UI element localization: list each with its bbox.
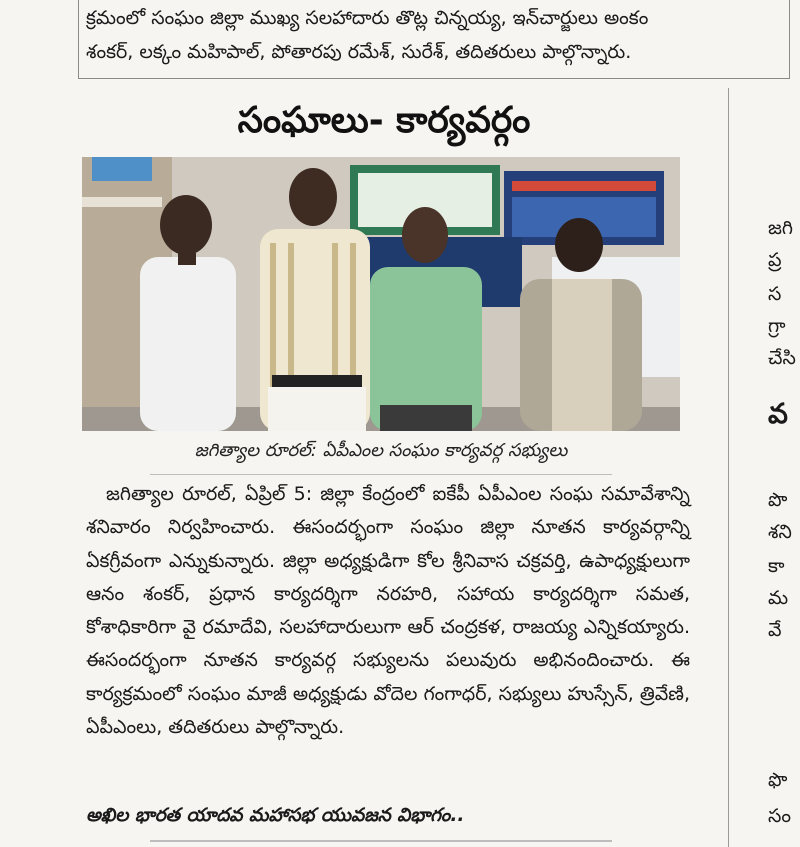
previous-article-line-1: క్రమంలో సంఘం జిల్లా ముఖ్య సలహాదారు తొట్ల చిన్నయ్య, ఇన్‌చార్జులు అంకం (86, 7, 649, 29)
fragment-line: వే (768, 619, 782, 641)
adjacent-column-fragment (768, 0, 800, 847)
fragment-line: పొ (768, 489, 788, 511)
fragment-line: మ (768, 587, 789, 609)
fragment-line: ఫొ (768, 769, 788, 791)
caption-divider (150, 474, 612, 475)
bottom-divider (150, 840, 612, 842)
group-photo-illustration (82, 157, 680, 431)
fragment-heading: వ (768, 397, 788, 430)
next-article-subhead: అఖిల భారత యాదవ మహాసభ యువజన విభాగం.. (86, 805, 465, 826)
column-divider (728, 88, 729, 847)
fragment-line: చేసి (768, 347, 796, 369)
fragment-line: కా (768, 555, 785, 577)
article-body: జగిత్యాల రూరల్, ఏప్రిల్ 5: జిల్లా కేంద్రంలో ఐకేపీ ఏపీఎంల సంఘ సమావేశాన్ని శనివారం నిర్వహించారు. ఈసందర్భంగా సంఘం జిల్లా నూతన కార్యవర్గాన్ని ఏకగ్రీవంగా ఎన్నుకున్నారు. జిల్లా అధ్యక్షుడిగా కోల శ్రీనివాస చక్రవర్తి, ఉపాధ్యక్షులుగా ఆనం శంకర్, ప్రధాన కార్యదర్శిగా నరహరి, సహాయ కార్యదర్శిగా సమత, కోశాధికారిగా వై రమాదేవి, సలహాదారులుగా ఆర్ చంద్రకళ, రాజయ్య ఎన్నికయ్యారు. ఈసందర్భంగా నూతన కార్యవర్గ సభ్యులను పలువురు అభినందించారు. ఈ కార్యక్రమంలో సంఘం మాజీ అధ్యక్షుడు వోదెల గంగాధర్, సభ్యులు హుస్సేన్, త్రివేణి, ఏపీఎంలు, తదితరులు పాల్గొన్నారు. (86, 483, 690, 739)
previous-article-tail (78, 0, 790, 79)
fragment-line: సం (768, 805, 791, 827)
fragment-line: జగి (768, 217, 793, 239)
fragment-line: ప్ర (768, 249, 782, 271)
group-photo (82, 157, 680, 431)
fragment-line: శని (768, 521, 792, 543)
fragment-line: స (768, 283, 782, 305)
fragment-line: గ్రా (768, 315, 786, 337)
previous-article-line-2: శంకర్, లక్కం మహిపాల్, పోతారపు రమేశ్, సురేశ్, తదితరులు పాల్గొన్నారు. (86, 41, 632, 63)
photo-caption: జగిత్యాల రూరల్: ఏపీఎంల సంఘం కార్యవర్గ సభ్యులు (194, 440, 568, 461)
article-headline: సంఘాలు- కార్యవర్గం (237, 100, 531, 141)
